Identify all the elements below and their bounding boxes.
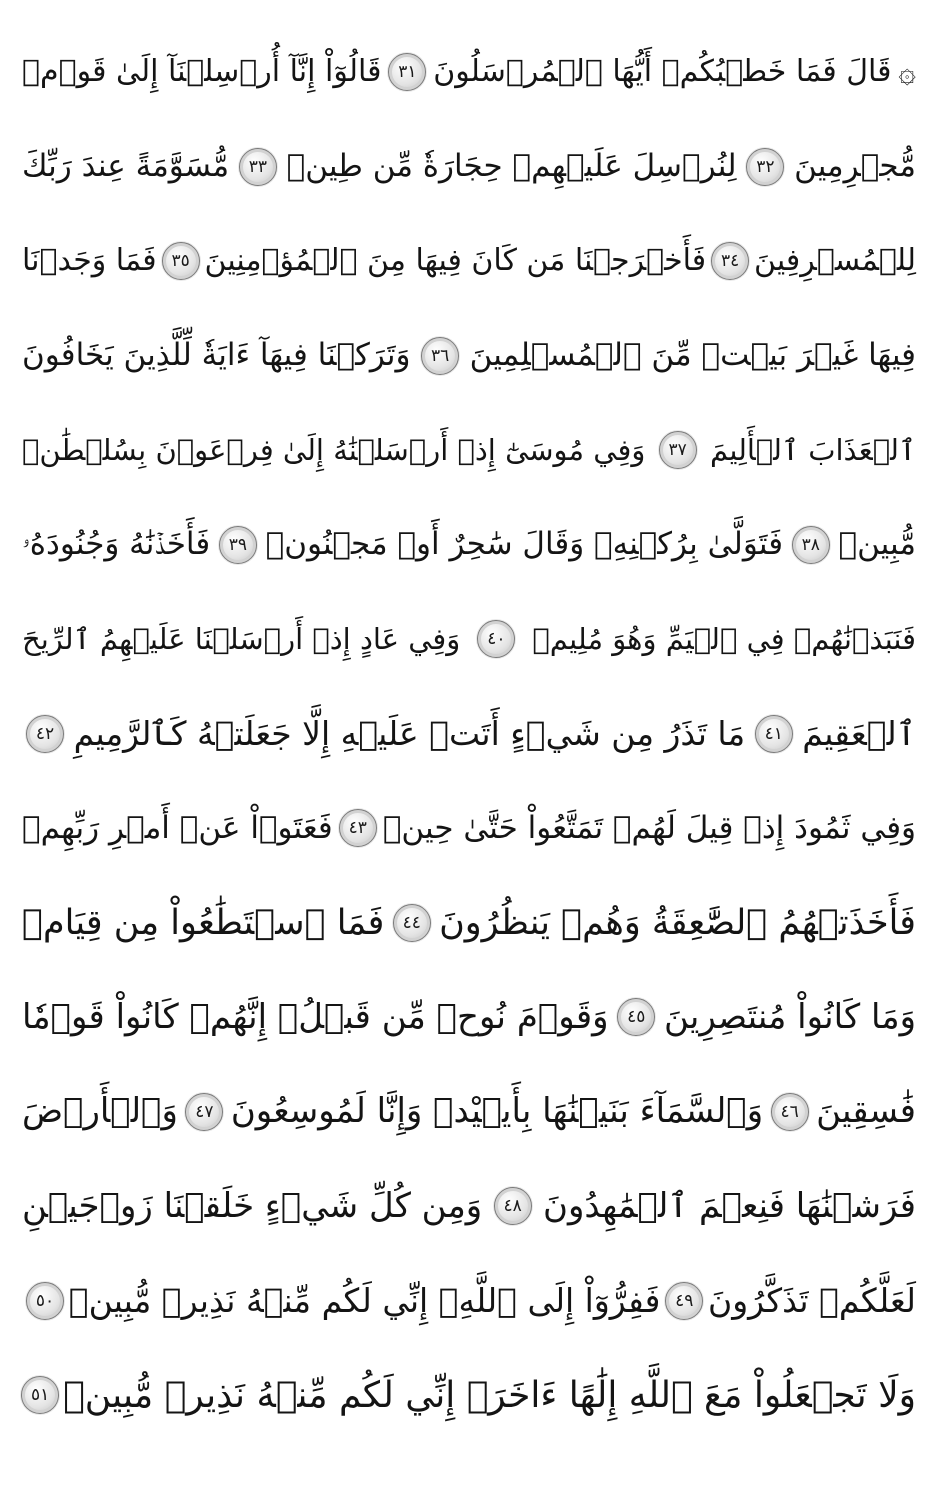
verse-text: فَفِرُّوٓاْ إِلَى ٱللَّهِۖ إِنِّي لَكُم مِّنۡهُ نَذِيرٞ مُّبِينٞ xyxy=(68,1280,661,1320)
verse-text: وَقَوۡمَ نُوحٖ مِّن قَبۡلُۖ إِنَّهُمۡ كَانُواْ قَوۡمٗا xyxy=(22,996,609,1037)
ayah-number-marker: ٤٤ xyxy=(393,904,431,942)
ayah-number-marker: ٤٦ xyxy=(771,1093,809,1131)
verse-text: لِنُرۡسِلَ عَلَيۡهِمۡ حِجَارَةٗ مِّن طِينٖ xyxy=(286,148,737,185)
ayah-number-marker: ٤٣ xyxy=(339,809,377,847)
verse-text: فَأَخۡرَجۡنَا مَن كَانَ فِيهَا مِنَ ٱلۡمُؤۡمِنِينَ xyxy=(204,243,707,279)
verse-text: وَتَرَكۡنَا فِيهَآ ءَايَةٗ لِّلَّذِينَ يَخَافُونَ xyxy=(22,337,411,374)
ayah-number-marker: ٤٩ xyxy=(665,1282,703,1320)
ayah-number-marker: ٣٢ xyxy=(746,148,784,186)
ayah-number-marker: ٤٨ xyxy=(494,1187,532,1225)
ayah-number-marker: ٤٢ xyxy=(26,715,64,753)
ayah-number-marker: ٤٠ xyxy=(477,620,515,658)
ayah-number-marker: ٣٣ xyxy=(239,148,277,186)
verse-line xyxy=(22,18,916,113)
ayah-number-marker: ٣٥ xyxy=(162,242,200,280)
verse-text: لِلۡمُسۡرِفِينَ xyxy=(754,243,916,279)
verse-text: فَأَخَذَتۡهُمُ ٱلصَّٰعِقَةُ وَهُمۡ يَنظُرُونَ xyxy=(439,902,916,943)
verse-text: وَمَا كَانُواْ مُنتَصِرِينَ xyxy=(664,996,916,1037)
verse-text: ٱلۡعَقِيمَ xyxy=(802,713,916,753)
verse-text: فَنَبَذۡنَٰهُمۡ فِي ٱلۡيَمِّ وَهُوَ مُلِيمٞ xyxy=(532,621,916,656)
verse-text: وَمِن كُلِّ شَيۡءٍ خَلَقۡنَا زَوۡجَيۡنِ xyxy=(22,1185,483,1226)
ayah-number-marker: ٣٦ xyxy=(421,337,459,375)
ayah-number-marker: ٤١ xyxy=(755,715,793,753)
verse-text: وَٱلسَّمَآءَ بَنَيۡنَٰهَا بِأَيۡيْدٖ وَإِنَّا لَمُوسِعُونَ xyxy=(230,1091,764,1132)
verse-text: لَعَلَّكُمۡ تَذَكَّرُونَ xyxy=(708,1280,916,1320)
verse-line xyxy=(22,1341,916,1436)
verse-line xyxy=(22,1152,916,1247)
verse-text: وَٱلۡأَرۡضَ xyxy=(22,1091,178,1132)
ayah-number-marker: ٤٥ xyxy=(617,998,655,1036)
hizb-star-icon: ۞ xyxy=(898,54,916,90)
verse-line xyxy=(22,491,916,586)
verse-text: فَٰسِقِينَ xyxy=(816,1091,916,1132)
verse-text: مَا تَذَرُ مِن شَيۡءٍ أَتَتۡ عَلَيۡهِ إِلَّا جَعَلَتۡهُ كَٱلرَّمِيمِ xyxy=(73,713,746,753)
verse-text: فَمَا ٱسۡتَطَٰعُواْ مِن قِيَامٖ xyxy=(22,902,385,943)
ayah-number-marker: ٣٩ xyxy=(219,526,257,564)
verse-line xyxy=(22,585,916,680)
verse-text: مُّسَوَّمَةً عِندَ رَبِّكَ xyxy=(22,148,230,185)
verse-line xyxy=(22,396,916,491)
verse-text: فَعَتَوۡاْ عَنۡ أَمۡرِ رَبِّهِمۡ xyxy=(22,809,333,846)
verse-line xyxy=(22,302,916,397)
ayah-number-marker: ٣٤ xyxy=(711,242,749,280)
ayah-number-marker: ٤٧ xyxy=(185,1093,223,1131)
verse-line xyxy=(22,207,916,302)
verse-text: قَالَ فَمَا خَطۡبُكُمۡ أَيُّهَا ٱلۡمُرۡسَلُونَ xyxy=(433,54,892,90)
verse-text: فَرَشۡنَٰهَا فَنِعۡمَ ٱلۡمَٰهِدُونَ xyxy=(542,1185,916,1226)
verse-text: فَتَوَلَّىٰ بِرُكۡنِهِۦ وَقَالَ سَٰحِرٌ أَوۡ مَجۡنُونٞ xyxy=(265,526,784,563)
ayah-number-marker: ٣٨ xyxy=(792,526,830,564)
verse-line xyxy=(22,963,916,1058)
verse-text: وَفِي ثَمُودَ إِذۡ قِيلَ لَهُمۡ تَمَتَّعُواْ حَتَّىٰ حِينٖ xyxy=(382,809,916,846)
verse-text: فَمَا وَجَدۡنَا xyxy=(22,243,157,279)
verse-line xyxy=(22,774,916,869)
verse-text: مُّجۡرِمِينَ xyxy=(794,148,916,185)
verse-text: فَأَخَذۡنَٰهُ وَجُنُودَهُۥ xyxy=(22,526,211,563)
verse-line xyxy=(22,869,916,964)
verse-text: وَفِي عَادٍ إِذۡ أَرۡسَلۡنَا عَلَيۡهِمُ ٱلرِّيحَ xyxy=(22,621,461,656)
ayah-number-marker: ٣١ xyxy=(388,53,426,91)
verse-text: وَفِي مُوسَىٰٓ إِذۡ أَرۡسَلۡنَٰهُ إِلَىٰ فِرۡعَوۡنَ بِسُلۡطَٰنٖ xyxy=(22,432,646,467)
verse-line xyxy=(22,1058,916,1153)
verse-text: فِيهَا غَيۡرَ بَيۡتٖ مِّنَ ٱلۡمُسۡلِمِينَ xyxy=(469,337,916,374)
verse-line xyxy=(22,680,916,775)
ayah-number-marker: ٣٧ xyxy=(659,431,697,469)
verse-text: قَالُوٓاْ إِنَّآ أُرۡسِلۡنَآ إِلَىٰ قَوۡمٖ xyxy=(22,54,382,90)
ayah-number-marker: ٥١ xyxy=(21,1376,59,1414)
verse-text: ٱلۡعَذَابَ ٱلۡأَلِيمَ xyxy=(710,432,916,467)
verse-line xyxy=(22,1247,916,1342)
verse-text: وَلَا تَجۡعَلُواْ مَعَ ٱللَّهِ إِلَٰهًا ءَاخَرَۖ إِنِّي لَكُم مِّنۡهُ نَذِيرٞ مُّبِينٞ xyxy=(63,1374,916,1416)
ayah-number-marker: ٥٠ xyxy=(26,1282,64,1320)
verse-text: مُّبِينٖ xyxy=(838,526,916,563)
verse-line xyxy=(22,113,916,208)
